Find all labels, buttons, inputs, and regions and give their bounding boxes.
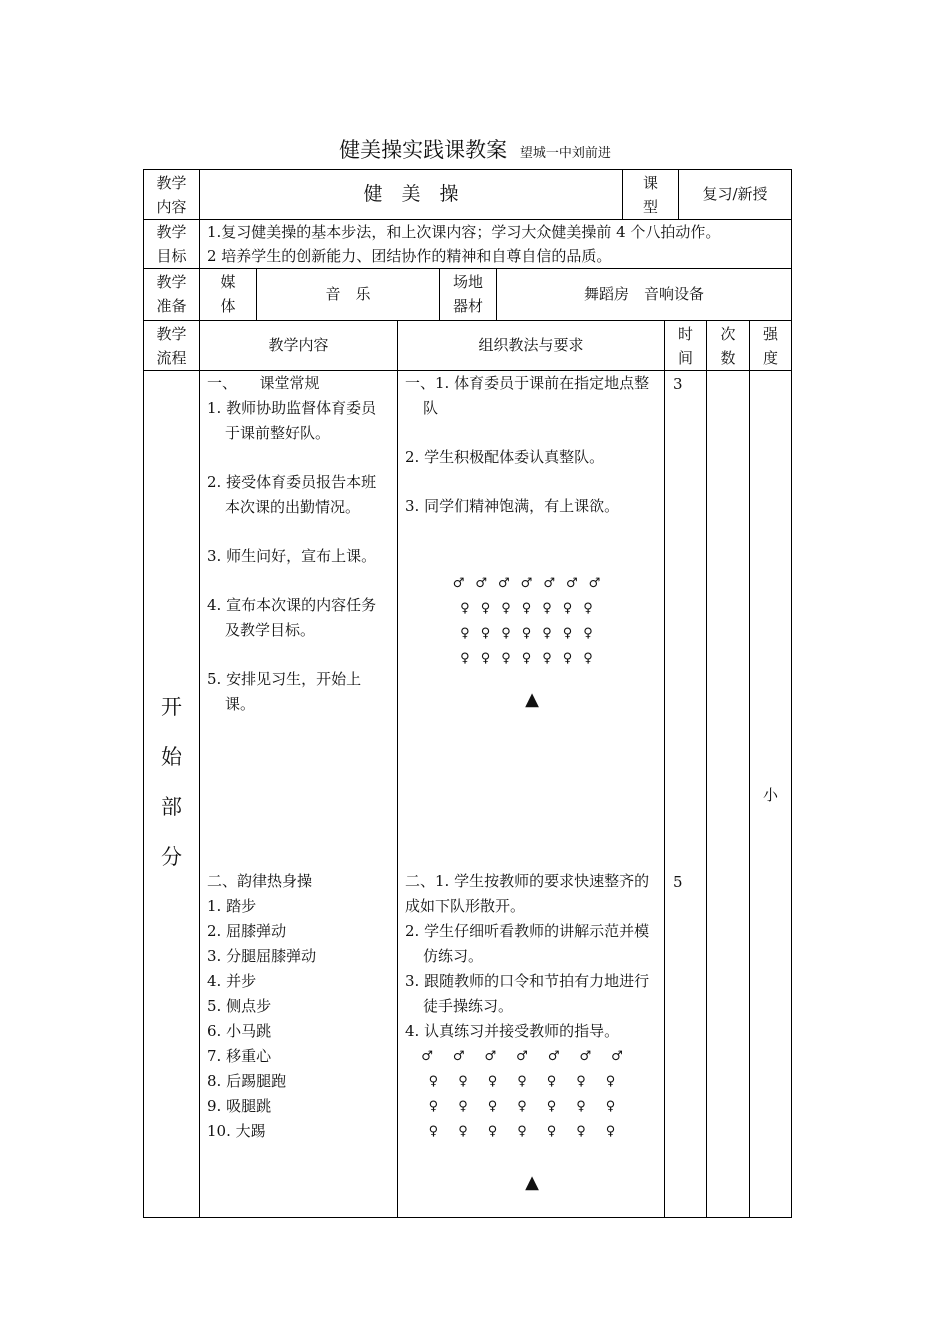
media-label — [200, 269, 256, 320]
part2-methods — [405, 869, 659, 1044]
list-item: 1. 教师协助监督体育委员于课前整好队。 — [207, 399, 377, 442]
list-item: 3. 师生问好，宣布上课。 — [207, 547, 377, 565]
document-title — [0, 134, 950, 164]
part2-formation — [405, 1044, 659, 1193]
media-value: 音 乐 — [325, 285, 371, 303]
content-column-header: 教学内容 — [268, 336, 329, 354]
author-note: 望城一中刘前进 — [519, 146, 611, 161]
list-item: 2. 屈膝弹动 — [207, 922, 287, 940]
section-name — [144, 682, 199, 882]
row-label-teaching-content — [144, 170, 199, 219]
row-label-teaching-prep — [144, 269, 199, 320]
goal-2: 2 培养学生的创新能力、团结协作的精神和自尊自信的品质。 — [207, 247, 612, 265]
intensity-header-text: 强度 — [762, 325, 778, 367]
formation-row-male — [405, 1044, 659, 1069]
female-symbols: ♀♀♀♀♀♀♀ — [460, 651, 604, 666]
time-header-text: 时间 — [677, 325, 693, 367]
section-char: 始 — [161, 745, 182, 769]
section-char: 分 — [161, 845, 182, 869]
method-item: 4. 认真练习并接受教师的指导。 — [405, 1022, 620, 1040]
part2-content — [207, 869, 391, 1144]
section-char: 开 — [161, 695, 182, 719]
list-item: 7. 移重心 — [207, 1047, 272, 1065]
list-item: 8. 后踢腿跑 — [207, 1072, 287, 1090]
part1-time: 3 — [673, 375, 683, 393]
row-label-teaching-flow — [144, 321, 199, 370]
teacher-marker: ▲ — [525, 1172, 539, 1193]
male-symbols: ♂♂♂♂♂♂♂ — [421, 1049, 643, 1064]
part1-formation — [405, 571, 659, 710]
formation-row-female — [405, 646, 659, 671]
formation-row-female — [405, 1119, 659, 1144]
female-symbols: ♀♀♀♀♀♀♀ — [428, 1099, 636, 1114]
list-item: 5. 安排见习生，开始上课。 — [207, 670, 362, 713]
formation-row-female — [405, 596, 659, 621]
venue-value: 舞蹈房 音响设备 — [583, 285, 704, 303]
lesson-type-label-text: 课型 — [642, 174, 658, 216]
list-item: 4. 并步 — [207, 972, 257, 990]
venue-label — [440, 269, 496, 320]
method-item: 一、1. 体育委员于课前在指定地点整队 — [405, 374, 650, 417]
part2-time: 5 — [673, 873, 683, 891]
formation-row-female — [405, 1069, 659, 1094]
count-column-header — [707, 321, 749, 370]
list-item: 5. 侧点步 — [207, 997, 272, 1015]
list-item: 2. 接受体育委员报告本班本次课的出勤情况。 — [207, 473, 377, 516]
part1-heading: 一、 课堂常规 — [207, 374, 320, 392]
row-label-teaching-goals — [144, 220, 199, 268]
goal-1: 1.复习健美操的基本步法，和上次课内容；学习大众健美操前 4 个八拍动作。 — [207, 223, 721, 241]
method-item: 2. 学生积极配体委认真整队。 — [405, 448, 605, 466]
female-symbols: ♀♀♀♀♀♀♀ — [428, 1074, 636, 1089]
lesson-type-value: 复习/新授 — [702, 185, 768, 203]
method-item: 3. 同学们精神饱满，有上课欲。 — [405, 497, 620, 515]
teaching-prep-label: 教学准备 — [156, 273, 187, 315]
part1-methods — [405, 371, 659, 519]
list-item: 6. 小马跳 — [207, 1022, 272, 1040]
teaching-content-label: 教学内容 — [156, 174, 187, 216]
female-symbols: ♀♀♀♀♀♀♀ — [428, 1124, 636, 1139]
method-item: 二、1. 学生按教师的要求快速整齐的成如下队形散开。 — [405, 872, 650, 915]
list-item: 4. 宣布本次课的内容任务及教学目标。 — [207, 596, 377, 639]
part2-heading: 二、韵律热身操 — [207, 872, 313, 890]
intensity-value: 小 — [762, 786, 778, 804]
formation-row-female — [405, 621, 659, 646]
female-symbols: ♀♀♀♀♀♀♀ — [460, 601, 604, 616]
lesson-type-label — [623, 170, 678, 219]
part1-content — [207, 371, 391, 717]
formation-row-male — [405, 571, 659, 596]
method-column-header: 组织教法与要求 — [478, 336, 584, 354]
time-column-header — [665, 321, 706, 370]
media-label-text: 媒体 — [220, 273, 236, 315]
method-item: 2. 学生仔细听看教师的讲解示范并模仿练习。 — [405, 922, 650, 965]
teacher-marker: ▲ — [525, 689, 539, 710]
section-char: 部 — [161, 795, 182, 819]
formation-row-female — [405, 1094, 659, 1119]
teaching-goals-label: 教学目标 — [156, 223, 187, 265]
count-header-text: 次数 — [720, 325, 736, 367]
male-symbols: ♂♂♂♂♂♂♂ — [452, 576, 612, 591]
female-symbols: ♀♀♀♀♀♀♀ — [460, 626, 604, 641]
method-item: 3. 跟随教师的口令和节拍有力地进行徒手操练习。 — [405, 972, 650, 1015]
page-title: 健美操实践课教案 — [339, 138, 508, 162]
teaching-goals — [207, 220, 791, 268]
list-item: 1. 踏步 — [207, 897, 257, 915]
list-item: 9. 吸腿跳 — [207, 1097, 272, 1115]
teaching-flow-label: 教学流程 — [156, 325, 187, 367]
list-item: 10. 大踢 — [207, 1122, 266, 1140]
list-item: 3. 分腿屈膝弹动 — [207, 947, 317, 965]
intensity-column-header — [750, 321, 791, 370]
venue-label-text: 场地器材 — [452, 273, 483, 315]
lesson-topic: 健 美 操 — [363, 183, 459, 205]
